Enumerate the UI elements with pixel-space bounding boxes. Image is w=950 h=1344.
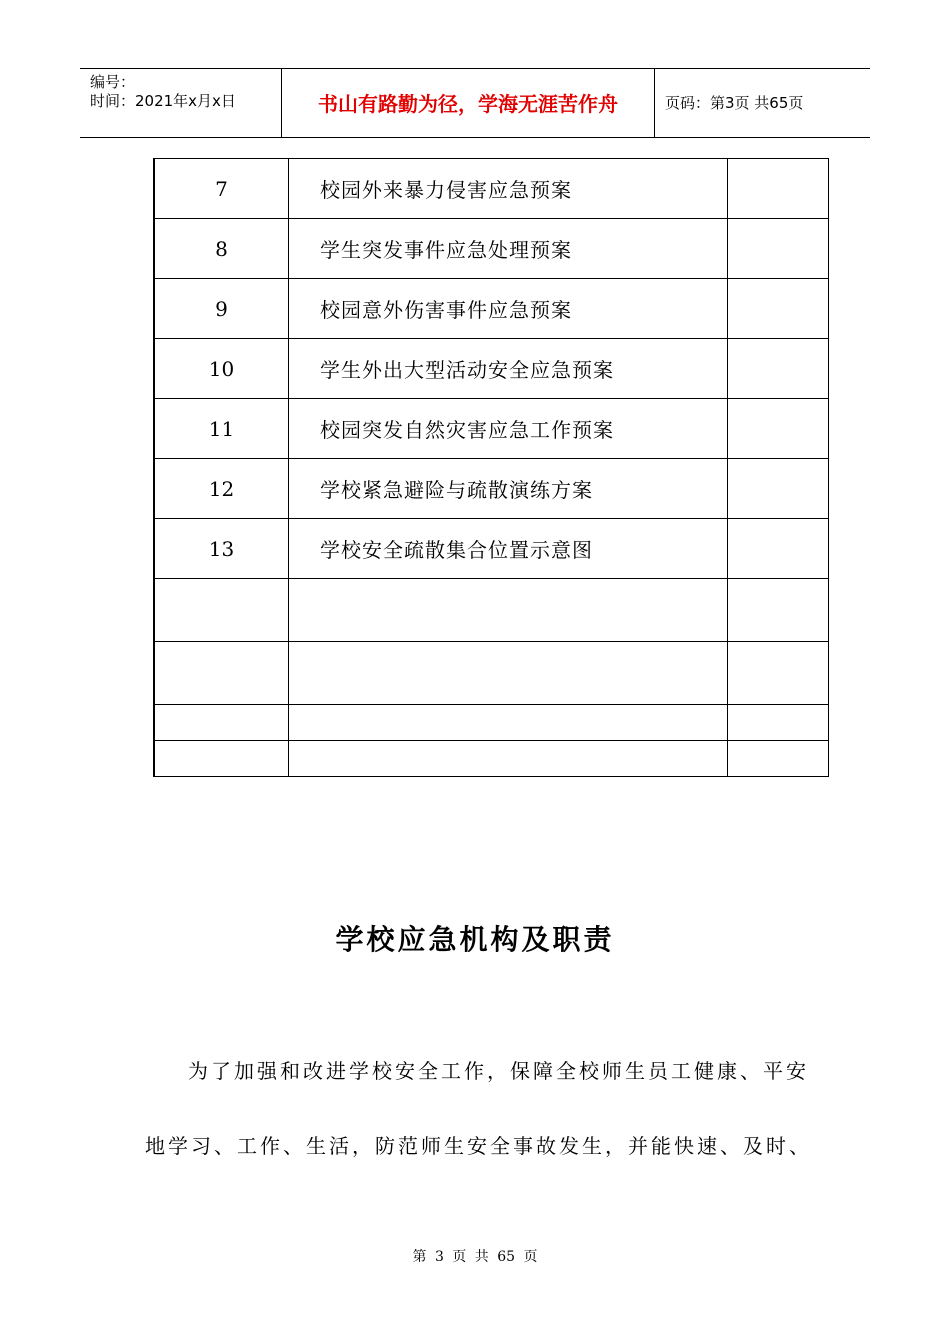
row-page xyxy=(728,159,829,219)
row-number: 7 xyxy=(154,159,289,219)
row-number: 10 xyxy=(154,339,289,399)
row-page xyxy=(728,279,829,339)
page-header xyxy=(80,68,870,138)
header-motto: 书山有路勤为径，学海无涯苦作舟 xyxy=(318,92,618,116)
row-number: 13 xyxy=(154,519,289,579)
header-meta xyxy=(80,69,280,137)
row-number xyxy=(154,741,289,777)
row-title: 校园意外伤害事件应急预案 xyxy=(289,279,728,339)
row-page xyxy=(728,519,829,579)
row-page xyxy=(728,642,829,705)
row-title: 学校紧急避险与疏散演练方案 xyxy=(289,459,728,519)
table-row xyxy=(154,159,829,219)
row-number xyxy=(154,579,289,642)
header-page-info: 页码：第3页 共65页 xyxy=(665,94,804,112)
row-page xyxy=(728,459,829,519)
row-number: 9 xyxy=(154,279,289,339)
page-footer: 第 3 页 共 65 页 xyxy=(412,1249,538,1265)
row-title: 校园外来暴力侵害应急预案 xyxy=(289,159,728,219)
row-number: 12 xyxy=(154,459,289,519)
section-title: 学校应急机构及职责 xyxy=(335,923,615,956)
row-page xyxy=(728,339,829,399)
table-row xyxy=(154,519,829,579)
row-page xyxy=(728,579,829,642)
paragraph-line: 地学习、工作、生活，防范师生安全事故发生，并能快速、及时、 xyxy=(145,1134,812,1158)
row-page xyxy=(728,741,829,777)
toc-table xyxy=(153,158,829,777)
row-number: 11 xyxy=(154,399,289,459)
row-title xyxy=(289,579,728,642)
table-row xyxy=(154,642,829,705)
header-divider xyxy=(654,69,655,137)
table-row xyxy=(154,705,829,741)
row-number xyxy=(154,705,289,741)
row-number xyxy=(154,642,289,705)
serial-label: 编号： xyxy=(90,73,136,91)
row-title xyxy=(289,741,728,777)
paragraph-line: 为了加强和改进学校安全工作，保障全校师生员工健康、平安 xyxy=(188,1059,809,1083)
row-page xyxy=(728,219,829,279)
row-title: 校园突发自然灾害应急工作预案 xyxy=(289,399,728,459)
row-number: 8 xyxy=(154,219,289,279)
table-row xyxy=(154,399,829,459)
row-page xyxy=(728,399,829,459)
row-title xyxy=(289,642,728,705)
table-row xyxy=(154,339,829,399)
row-title: 学生突发事件应急处理预案 xyxy=(289,219,728,279)
table-row xyxy=(154,279,829,339)
table-row xyxy=(154,741,829,777)
table-row xyxy=(154,219,829,279)
row-title: 学生外出大型活动安全应急预案 xyxy=(289,339,728,399)
row-page xyxy=(728,705,829,741)
row-title: 学校安全疏散集合位置示意图 xyxy=(289,519,728,579)
row-title xyxy=(289,705,728,741)
table-row xyxy=(154,579,829,642)
date-label: 时间：2021年x月x日 xyxy=(90,92,236,110)
table-row xyxy=(154,459,829,519)
